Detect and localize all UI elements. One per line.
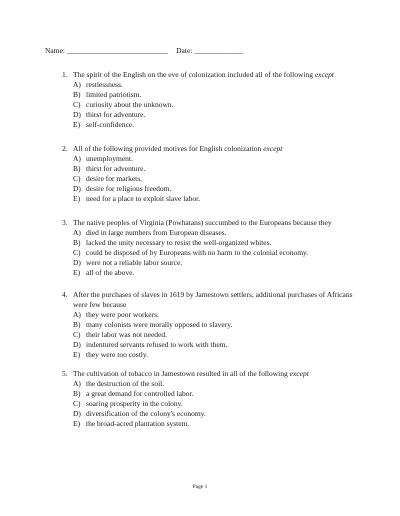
question-4 bbox=[62, 290, 362, 360]
answer-option bbox=[73, 90, 362, 100]
option-text: curiosity about the unknown. bbox=[86, 100, 174, 109]
answer-option bbox=[73, 379, 362, 389]
answer-option bbox=[73, 194, 362, 204]
option-text: unemployment. bbox=[86, 154, 133, 163]
answer-option bbox=[73, 399, 362, 409]
answer-option bbox=[73, 164, 362, 174]
question-number: 5. bbox=[62, 369, 68, 378]
option-text: indentured servants refused to work with them. bbox=[86, 340, 228, 349]
option-letter: E) bbox=[73, 350, 81, 359]
option-letter: B) bbox=[73, 389, 81, 398]
answer-option bbox=[73, 389, 362, 399]
answer-option bbox=[73, 310, 362, 320]
option-text: soaring prosperity in the colony. bbox=[86, 399, 183, 408]
option-text: they were poor workers. bbox=[86, 310, 159, 319]
answer-option bbox=[73, 268, 362, 278]
option-text: a great demand for controlled labor. bbox=[86, 389, 194, 398]
question-number: 1. bbox=[62, 70, 68, 79]
question-stem bbox=[62, 144, 362, 154]
option-text: desire for markets. bbox=[86, 174, 143, 183]
answer-option bbox=[73, 174, 362, 184]
question-emphasis: except bbox=[263, 144, 283, 153]
option-letter: A) bbox=[73, 310, 81, 319]
name-field-label: Name: ___________________________ bbox=[45, 46, 169, 55]
answer-option bbox=[73, 330, 362, 340]
option-text: lacked the unity necessary to resist the well-organized whites. bbox=[86, 238, 272, 247]
option-letter: E) bbox=[73, 120, 81, 129]
option-letter: C) bbox=[73, 100, 81, 109]
option-text: their labor was not needed. bbox=[86, 330, 168, 339]
answer-option bbox=[73, 110, 362, 120]
option-text: they were too costly. bbox=[86, 350, 148, 359]
question-number: 4. bbox=[62, 290, 68, 299]
answer-option bbox=[73, 228, 362, 238]
answer-option bbox=[73, 340, 362, 350]
option-text: diversification of the colony's economy. bbox=[86, 409, 206, 418]
answer-options bbox=[73, 80, 362, 130]
header-line bbox=[45, 46, 243, 55]
option-letter: A) bbox=[73, 80, 81, 89]
option-letter: D) bbox=[73, 258, 81, 267]
option-text: limited patriotism. bbox=[86, 90, 142, 99]
answer-option bbox=[73, 419, 362, 429]
option-text: could be disposed of by Europeans with no harm to the colonial economy. bbox=[86, 248, 309, 257]
option-text: the destruction of the soil. bbox=[86, 379, 165, 388]
option-text: all of the above. bbox=[86, 268, 135, 277]
question-text: The native peoples of Virginia (Powhatans) succumbed to the Europeans because they bbox=[73, 218, 332, 227]
question-emphasis: except bbox=[289, 369, 309, 378]
question-number: 2. bbox=[62, 144, 68, 153]
option-letter: E) bbox=[73, 194, 81, 203]
question-text: The spirit of the English on the eve of colonization included all of the following bbox=[73, 70, 315, 79]
option-letter: B) bbox=[73, 164, 81, 173]
question-text: After the purchases of slaves in 1619 by Jamestown settlers, additional purchases of Africans were few because bbox=[73, 290, 353, 309]
question-stem bbox=[62, 70, 362, 80]
question-stem bbox=[62, 369, 362, 379]
option-text: self-confidence. bbox=[86, 120, 135, 129]
question-5 bbox=[62, 369, 362, 429]
answer-option bbox=[73, 80, 362, 90]
option-letter: B) bbox=[73, 90, 81, 99]
question-1 bbox=[62, 70, 362, 130]
answer-option bbox=[73, 320, 362, 330]
answer-option bbox=[73, 120, 362, 130]
option-letter: E) bbox=[73, 268, 81, 277]
option-text: died in large numbers from European diseases. bbox=[86, 228, 227, 237]
option-text: many colonists were morally opposed to slavery. bbox=[86, 320, 233, 329]
answer-option bbox=[73, 409, 362, 419]
answer-options bbox=[73, 310, 362, 360]
question-number: 3. bbox=[62, 218, 68, 227]
option-letter: A) bbox=[73, 154, 81, 163]
question-text: The cultivation of tobacco in Jamestown resulted in all of the following bbox=[73, 369, 290, 378]
option-letter: E) bbox=[73, 419, 81, 428]
option-letter: D) bbox=[73, 340, 81, 349]
option-text: thirst for adventure. bbox=[86, 110, 146, 119]
answer-option bbox=[73, 154, 362, 164]
page-footer bbox=[0, 484, 400, 490]
answer-option bbox=[73, 184, 362, 194]
answer-option bbox=[73, 100, 362, 110]
answer-options bbox=[73, 154, 362, 204]
option-text: the broad-acred plantation system. bbox=[86, 419, 190, 428]
option-text: desire for religious freedom. bbox=[86, 184, 172, 193]
date-field-label: Date: _____________ bbox=[176, 46, 243, 55]
option-letter: A) bbox=[73, 228, 81, 237]
question-stem bbox=[62, 290, 362, 310]
answer-options bbox=[73, 379, 362, 429]
option-text: thirst for adventure. bbox=[86, 164, 146, 173]
option-letter: C) bbox=[73, 174, 81, 183]
option-text: were not a reliable labor source. bbox=[86, 258, 183, 267]
option-letter: D) bbox=[73, 184, 81, 193]
option-letter: C) bbox=[73, 248, 81, 257]
question-text: All of the following provided motives for English colonization bbox=[73, 144, 264, 153]
question-2 bbox=[62, 144, 362, 204]
option-letter: A) bbox=[73, 379, 81, 388]
option-letter: B) bbox=[73, 238, 81, 247]
answer-options bbox=[73, 228, 362, 278]
option-letter: C) bbox=[73, 330, 81, 339]
option-letter: D) bbox=[73, 409, 81, 418]
option-text: need for a place to exploit slave labor. bbox=[86, 194, 201, 203]
option-letter: B) bbox=[73, 320, 81, 329]
option-text: restlessness. bbox=[86, 80, 123, 89]
question-emphasis: except bbox=[314, 70, 334, 79]
page-number: Page 1 bbox=[192, 484, 208, 490]
option-letter: D) bbox=[73, 110, 81, 119]
answer-option bbox=[73, 258, 362, 268]
question-3 bbox=[62, 218, 362, 278]
answer-option bbox=[73, 248, 362, 258]
option-letter: C) bbox=[73, 399, 81, 408]
question-stem bbox=[62, 218, 362, 228]
answer-option bbox=[73, 350, 362, 360]
answer-option bbox=[73, 238, 362, 248]
